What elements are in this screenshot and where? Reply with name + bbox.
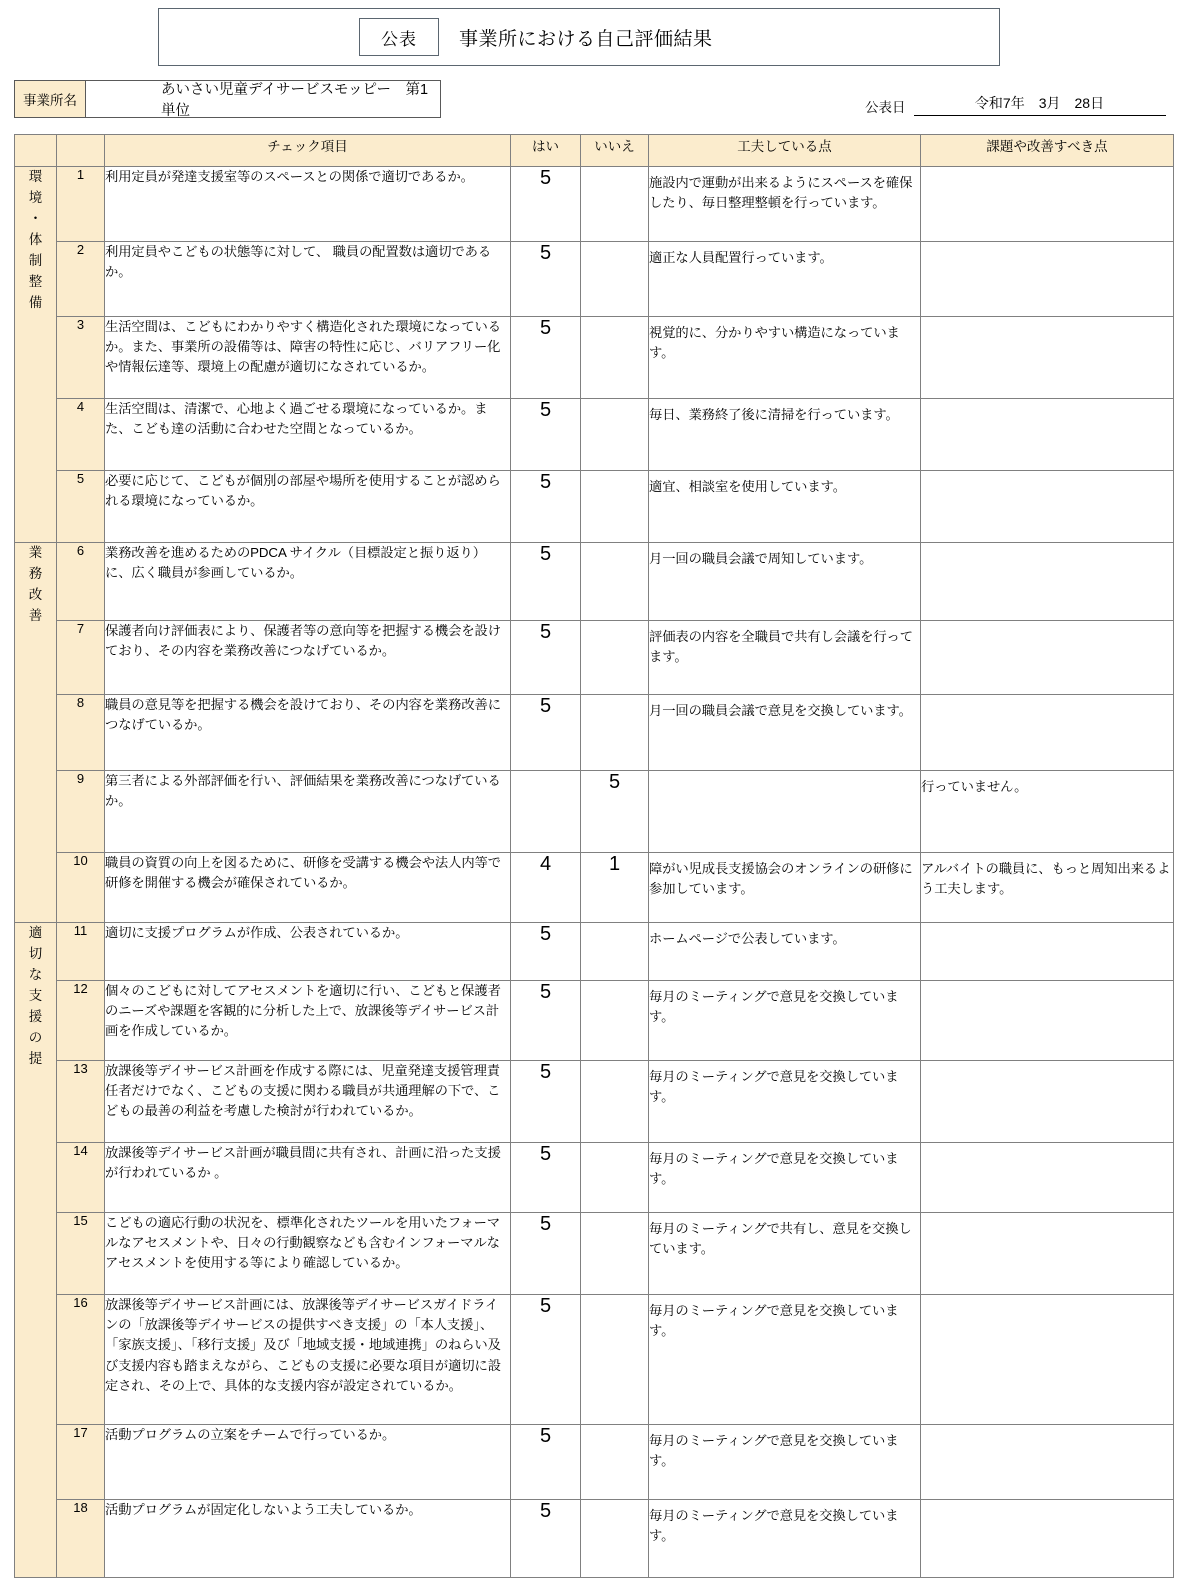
table-row [15, 1213, 1174, 1295]
row-number-cell: 12 [57, 981, 105, 1061]
good-points-cell[interactable] [649, 771, 921, 853]
issues-cell[interactable] [921, 471, 1174, 543]
table-row [15, 242, 1174, 317]
publication-chip: 公表 [359, 18, 439, 56]
row-number-cell: 3 [57, 317, 105, 399]
good-points-cell[interactable]: 毎月のミーティングで意見を交換しています。 [649, 1295, 921, 1425]
row-number-cell: 8 [57, 695, 105, 771]
issues-cell[interactable] [921, 317, 1174, 399]
check-item-cell: 適切に支援プログラムが作成、公表されているか。 [105, 923, 511, 981]
good-points-cell[interactable]: ホームページで公表しています。 [649, 923, 921, 981]
yes-score-cell[interactable]: 5 [511, 317, 581, 399]
row-number-cell: 6 [57, 543, 105, 621]
table-row [15, 771, 1174, 853]
no-score-cell[interactable] [581, 1295, 649, 1425]
row-number-cell: 7 [57, 621, 105, 695]
row-number-cell: 17 [57, 1425, 105, 1500]
table-row [15, 1061, 1174, 1143]
row-number-cell: 11 [57, 923, 105, 981]
no-score-cell[interactable] [581, 695, 649, 771]
col-header-no: いいえ [581, 135, 649, 167]
good-points-cell[interactable]: 毎月のミーティングで意見を交換しています。 [649, 981, 921, 1061]
row-number-cell: 4 [57, 399, 105, 471]
yes-score-cell[interactable]: 5 [511, 471, 581, 543]
evaluation-table [14, 134, 1174, 1578]
good-points-cell[interactable]: 月一回の職員会議で意見を交換しています。 [649, 695, 921, 771]
yes-score-cell[interactable]: 5 [511, 1143, 581, 1213]
good-points-cell[interactable]: 毎月のミーティングで共有し、意見を交換しています。 [649, 1213, 921, 1295]
office-name-value: あいさい児童デイサービスモッピー 第1単位 [86, 80, 441, 118]
no-score-cell[interactable]: 1 [581, 853, 649, 923]
no-score-cell[interactable] [581, 981, 649, 1061]
check-item-cell: 業務改善を進めるためのPDCA サイクル（目標設定と振り返り）に、広く職員が参画しているか。 [105, 543, 511, 621]
row-number-cell: 14 [57, 1143, 105, 1213]
col-header-issues: 課題や改善すべき点 [921, 135, 1174, 167]
yes-score-cell[interactable]: 5 [511, 242, 581, 317]
yes-score-cell[interactable]: 5 [511, 1213, 581, 1295]
yes-score-cell[interactable]: 5 [511, 621, 581, 695]
yes-score-cell[interactable]: 5 [511, 923, 581, 981]
good-points-cell[interactable]: 毎月のミーティングで意見を交換しています。 [649, 1425, 921, 1500]
check-item-cell: 保護者向け評価表により、保護者等の意向等を把握する機会を設けており、その内容を業務改善につなげているか。 [105, 621, 511, 695]
office-name-row [14, 80, 441, 118]
check-item-cell: 生活空間は、清潔で、心地よく過ごせる環境になっているか。また、こども達の活動に合わせた空間となっているか。 [105, 399, 511, 471]
issues-cell[interactable] [921, 1213, 1174, 1295]
col-header-category [15, 135, 57, 167]
row-number-cell: 16 [57, 1295, 105, 1425]
no-score-cell[interactable] [581, 621, 649, 695]
issues-cell[interactable] [921, 981, 1174, 1061]
check-item-cell: 放課後等デイサービス計画には、放課後等デイサービスガイドラインの「放課後等デイサービスの提供すべき支援」の「本人支援」、「家族支援」、「移行支援」及び「地域支援・地域連携」のねらい及び支援内容も踏まえながら、こどもの支援に必要な項目が適切に設定され、その上で、具体的な支援内容が設定されているか。 [105, 1295, 511, 1425]
good-points-cell[interactable]: 月一回の職員会議で周知しています。 [649, 543, 921, 621]
check-item-cell: 個々のこどもに対してアセスメントを適切に行い、こどもと保護者のニーズや課題を客観的に分析した上で、放課後等デイサービス計画を作成しているか。 [105, 981, 511, 1061]
good-points-cell[interactable]: 毎月のミーティングで意見を交換しています。 [649, 1061, 921, 1143]
no-score-cell[interactable] [581, 1425, 649, 1500]
page-title: 事業所における自己評価結果 [459, 28, 713, 50]
publication-date [865, 93, 1166, 116]
row-number-cell: 5 [57, 471, 105, 543]
table-row [15, 621, 1174, 695]
check-item-cell: 放課後等デイサービス計画が職員間に共有され、計画に沿った支援が行われているか 。 [105, 1143, 511, 1213]
col-header-good-points: 工夫している点 [649, 135, 921, 167]
no-score-cell[interactable] [581, 1061, 649, 1143]
issues-cell[interactable] [921, 923, 1174, 981]
check-item-cell: 放課後等デイサービス計画を作成する際には、児童発達支援管理責任者だけでなく、こどもの支援に関わる職員が共通理解の下で、こどもの最善の利益を考慮した検討が行われているか。 [105, 1061, 511, 1143]
yes-score-cell[interactable]: 5 [511, 543, 581, 621]
yes-score-cell[interactable]: 5 [511, 695, 581, 771]
no-score-cell[interactable] [581, 399, 649, 471]
publication-date-value: 令和7年 3月 28日 [914, 93, 1166, 116]
table-row [15, 923, 1174, 981]
good-points-cell[interactable]: 毎月のミーティングで意見を交換しています。 [649, 1500, 921, 1578]
yes-score-cell[interactable]: 5 [511, 981, 581, 1061]
check-item-cell: 利用定員が発達支援室等のスペースとの関係で適切であるか。 [105, 167, 511, 242]
table-row [15, 167, 1174, 242]
col-header-number [57, 135, 105, 167]
no-score-cell[interactable] [581, 543, 649, 621]
check-item-cell: 活動プログラムの立案をチームで行っているか。 [105, 1425, 511, 1500]
table-row [15, 1500, 1174, 1578]
good-points-cell[interactable]: 障がい児成長支援協会のオンラインの研修に参加しています。 [649, 853, 921, 923]
yes-score-cell[interactable]: 5 [511, 1295, 581, 1425]
no-score-cell[interactable] [581, 317, 649, 399]
issues-cell[interactable] [921, 695, 1174, 771]
issues-cell[interactable] [921, 1425, 1174, 1500]
good-points-cell[interactable]: 評価表の内容を全職員で共有し会議を行ってます。 [649, 621, 921, 695]
table-row [15, 853, 1174, 923]
good-points-cell[interactable]: 視覚的に、分かりやすい構造になっています。 [649, 317, 921, 399]
table-row [15, 1425, 1174, 1500]
yes-score-cell[interactable] [511, 771, 581, 853]
issues-cell[interactable] [921, 242, 1174, 317]
issues-cell[interactable] [921, 167, 1174, 242]
publication-date-label: 公表日 [865, 100, 906, 115]
table-row [15, 695, 1174, 771]
issues-cell[interactable] [921, 1143, 1174, 1213]
table-row [15, 543, 1174, 621]
row-number-cell: 1 [57, 167, 105, 242]
table-row [15, 981, 1174, 1061]
yes-score-cell[interactable]: 4 [511, 853, 581, 923]
check-item-cell: 第三者による外部評価を行い、評価結果を業務改善につなげているか。 [105, 771, 511, 853]
issues-cell[interactable] [921, 543, 1174, 621]
row-number-cell: 13 [57, 1061, 105, 1143]
good-points-cell[interactable]: 毎日、業務終了後に清掃を行っています。 [649, 399, 921, 471]
check-item-cell: 利用定員やこどもの状態等に対して、 職員の配置数は適切であるか。 [105, 242, 511, 317]
no-score-cell[interactable] [581, 167, 649, 242]
title-band [158, 8, 1000, 66]
yes-score-cell[interactable]: 5 [511, 1425, 581, 1500]
check-item-cell: 職員の意見等を把握する機会を設けており、その内容を業務改善につなげているか。 [105, 695, 511, 771]
table-row [15, 471, 1174, 543]
issues-cell[interactable] [921, 1295, 1174, 1425]
good-points-cell[interactable]: 毎月のミーティングで意見を交換しています。 [649, 1143, 921, 1213]
category-cell: 適 切 な 支 援 の 提 [15, 923, 57, 1578]
table-header-row [15, 135, 1174, 167]
issues-cell[interactable] [921, 1061, 1174, 1143]
no-score-cell[interactable] [581, 471, 649, 543]
table-row [15, 399, 1174, 471]
check-item-cell: 職員の資質の向上を図るために、研修を受講する機会や法人内等で研修を開催する機会が確保されているか。 [105, 853, 511, 923]
no-score-cell[interactable] [581, 1213, 649, 1295]
good-points-cell[interactable]: 適宜、相談室を使用しています。 [649, 471, 921, 543]
table-row [15, 317, 1174, 399]
good-points-cell[interactable]: 適正な人員配置行っています。 [649, 242, 921, 317]
issues-cell[interactable]: アルバイトの職員に、もっと周知出来るよう工夫します。 [921, 853, 1174, 923]
issues-cell[interactable]: 行っていません。 [921, 771, 1174, 853]
check-item-cell: 必要に応じて、こどもが個別の部屋や場所を使用することが認められる環境になっているか。 [105, 471, 511, 543]
table-row [15, 1143, 1174, 1213]
check-item-cell: 生活空間は、こどもにわかりやすく構造化された環境になっているか。また、事業所の設備等は、障害の特性に応じ、バリアフリー化や情報伝達等、環境上の配慮が適切になされているか。 [105, 317, 511, 399]
row-number-cell: 18 [57, 1500, 105, 1578]
no-score-cell[interactable] [581, 1143, 649, 1213]
issues-cell[interactable] [921, 399, 1174, 471]
good-points-cell[interactable]: 施設内で運動が出来るようにスペースを確保したり、毎日整理整頓を行っています。 [649, 167, 921, 242]
check-item-cell: こどもの適応行動の状況を、標準化されたツールを用いたフォーマルなアセスメントや、日々の行動観察なども含むインフォーマルなアセスメントを使用する等により確認しているか。 [105, 1213, 511, 1295]
category-cell: 業 務 改 善 [15, 543, 57, 923]
table-body [15, 167, 1174, 1578]
no-score-cell[interactable] [581, 1500, 649, 1578]
row-number-cell: 9 [57, 771, 105, 853]
yes-score-cell[interactable]: 5 [511, 399, 581, 471]
yes-score-cell[interactable]: 5 [511, 1061, 581, 1143]
office-name-label: 事業所名 [14, 80, 86, 118]
row-number-cell: 2 [57, 242, 105, 317]
row-number-cell: 10 [57, 853, 105, 923]
col-header-item: チェック項目 [105, 135, 511, 167]
issues-cell[interactable] [921, 621, 1174, 695]
row-number-cell: 15 [57, 1213, 105, 1295]
category-cell: 環 境 ・ 体 制 整 備 [15, 167, 57, 543]
yes-score-cell[interactable]: 5 [511, 1500, 581, 1578]
yes-score-cell[interactable]: 5 [511, 167, 581, 242]
issues-cell[interactable] [921, 1500, 1174, 1578]
no-score-cell[interactable]: 5 [581, 771, 649, 853]
col-header-yes: はい [511, 135, 581, 167]
check-item-cell: 活動プログラムが固定化しないよう工夫しているか。 [105, 1500, 511, 1578]
no-score-cell[interactable] [581, 242, 649, 317]
table-row [15, 1295, 1174, 1425]
no-score-cell[interactable] [581, 923, 649, 981]
